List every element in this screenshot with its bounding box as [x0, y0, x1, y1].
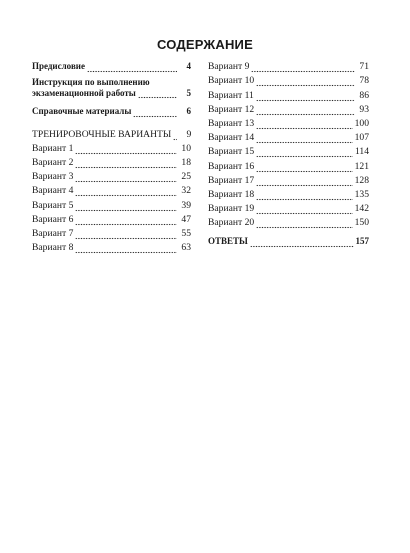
toc-entry-variant[interactable] — [32, 212, 191, 226]
toc-entry-label: Вариант 10 — [208, 75, 255, 87]
toc-entry-label: Вариант 20 — [208, 217, 255, 229]
toc-page-number: 107 — [354, 132, 369, 144]
toc-entry-label: Вариант 1 — [32, 142, 74, 154]
toc-entry-variant[interactable] — [208, 201, 369, 215]
toc-entry-label: Вариант 7 — [32, 227, 74, 239]
toc-entry-label: Вариант 18 — [208, 188, 255, 200]
toc-entry-label: Вариант 6 — [32, 213, 74, 225]
toc-page-number: 157 — [355, 236, 369, 247]
toc-entry-variant[interactable] — [208, 187, 369, 201]
toc-page-number: 47 — [181, 213, 191, 225]
toc-entry-label: Вариант 2 — [32, 156, 74, 168]
toc-page-number: 86 — [359, 89, 369, 101]
dot-leader — [75, 186, 177, 197]
toc-entry-variant[interactable] — [32, 141, 191, 155]
dot-leader — [75, 144, 177, 155]
toc-page-number: 100 — [354, 117, 369, 129]
toc-page-number: 9 — [186, 128, 192, 140]
toc-page-number: 135 — [354, 188, 369, 200]
dot-leader — [256, 147, 353, 158]
toc-entry-variant[interactable] — [32, 183, 191, 197]
toc-entry-answers[interactable] — [208, 234, 369, 248]
dot-leader — [133, 107, 177, 118]
toc-page-number: 71 — [359, 61, 369, 73]
toc-page-number: 150 — [354, 217, 369, 229]
toc-page-number: 6 — [186, 106, 191, 117]
dot-leader — [256, 133, 352, 144]
dot-leader — [256, 176, 352, 187]
toc-page-number: 114 — [354, 146, 369, 158]
toc-entry-variant[interactable] — [208, 116, 369, 130]
toc-entry-instructions[interactable] — [32, 77, 191, 99]
toc-entry-variant[interactable] — [32, 240, 191, 254]
toc-right-column — [208, 59, 369, 248]
toc-entry-label: Вариант 4 — [32, 185, 74, 197]
toc-page-number: 128 — [354, 174, 369, 186]
dot-leader — [256, 91, 355, 102]
dot-leader — [75, 172, 177, 183]
toc-entry-variant[interactable] — [208, 215, 369, 229]
dot-leader — [250, 237, 354, 248]
toc-entry-label-line1: Инструкция по выполнению — [32, 77, 150, 88]
toc-entry-variant[interactable] — [32, 169, 191, 183]
toc-entry-label: ТРЕНИРОВОЧНЫЕ ВАРИАНТЫ — [32, 128, 172, 140]
toc-page-number: 93 — [359, 103, 369, 115]
toc-entry-variant[interactable] — [32, 155, 191, 169]
toc-entry-variant[interactable] — [208, 130, 369, 144]
toc-page-number: 39 — [181, 199, 191, 211]
toc-entry-variant[interactable] — [208, 102, 369, 116]
toc-entry-label: Вариант 19 — [208, 203, 255, 215]
dot-leader — [256, 119, 352, 130]
dot-leader — [251, 62, 355, 73]
dot-leader — [138, 88, 177, 99]
toc-entry-label: Вариант 3 — [32, 171, 74, 183]
toc-page-number: 25 — [181, 171, 191, 183]
toc-page-number: 142 — [354, 203, 369, 215]
dot-leader — [75, 229, 177, 240]
toc-entry-variant[interactable] — [208, 59, 369, 73]
toc-entry-label: Вариант 9 — [208, 61, 250, 73]
toc-entry-label: Справочные материалы — [32, 106, 132, 117]
dot-leader — [75, 158, 177, 169]
toc-entry-label: ОТВЕТЫ — [208, 236, 248, 247]
toc-entry-line2 — [32, 88, 191, 99]
dot-leader — [256, 105, 355, 116]
toc-entry-label: Вариант 13 — [208, 117, 255, 129]
toc-entry-training[interactable] — [32, 126, 191, 140]
dot-leader — [256, 190, 352, 201]
toc-page-number: 32 — [181, 185, 191, 197]
toc-page-number: 55 — [181, 227, 191, 239]
toc-page-number: 63 — [181, 242, 191, 254]
toc-entry-label: Вариант 5 — [32, 199, 74, 211]
toc-page-number: 78 — [359, 75, 369, 87]
toc-entry-label: Вариант 17 — [208, 174, 255, 186]
toc-entry-variant[interactable] — [208, 73, 369, 87]
dot-leader — [87, 62, 177, 73]
dot-leader — [256, 162, 352, 173]
toc-entry-label: Вариант 14 — [208, 132, 255, 144]
toc-left-column — [32, 59, 191, 254]
toc-entry-variant[interactable] — [32, 197, 191, 211]
toc-page-number: 18 — [181, 156, 191, 168]
dot-leader — [256, 218, 352, 229]
toc-entry-variant[interactable] — [208, 87, 369, 101]
toc-entry-label: Вариант 11 — [208, 89, 254, 101]
toc-entry-label: Вариант 15 — [208, 146, 255, 158]
toc-entry-label: Вариант 8 — [32, 242, 74, 254]
toc-entry-variant[interactable] — [32, 226, 191, 240]
toc-entry-label-line2: экзаменационной работы — [32, 88, 136, 99]
toc-entry-label: Вариант 12 — [208, 103, 255, 115]
dot-leader — [173, 130, 177, 141]
toc-entry-variant[interactable] — [208, 144, 369, 158]
toc-entry-reference[interactable] — [32, 104, 191, 118]
toc-page-number: 121 — [354, 160, 369, 172]
toc-entry-variant[interactable] — [208, 158, 369, 172]
toc-entry-label: Предисловие — [32, 61, 85, 72]
dot-leader — [75, 215, 177, 226]
dot-leader — [256, 76, 355, 87]
toc-page-number: 5 — [186, 88, 191, 99]
dot-leader — [256, 204, 352, 215]
toc-entry-preface[interactable] — [32, 59, 191, 73]
toc-entry-label: Вариант 16 — [208, 160, 255, 172]
toc-page-number: 4 — [186, 61, 191, 72]
toc-entry-variant[interactable] — [208, 173, 369, 187]
toc-page-number: 10 — [181, 142, 191, 154]
page-title: СОДЕРЖАНИЕ — [157, 37, 253, 52]
dot-leader — [75, 243, 177, 254]
dot-leader — [75, 201, 177, 212]
